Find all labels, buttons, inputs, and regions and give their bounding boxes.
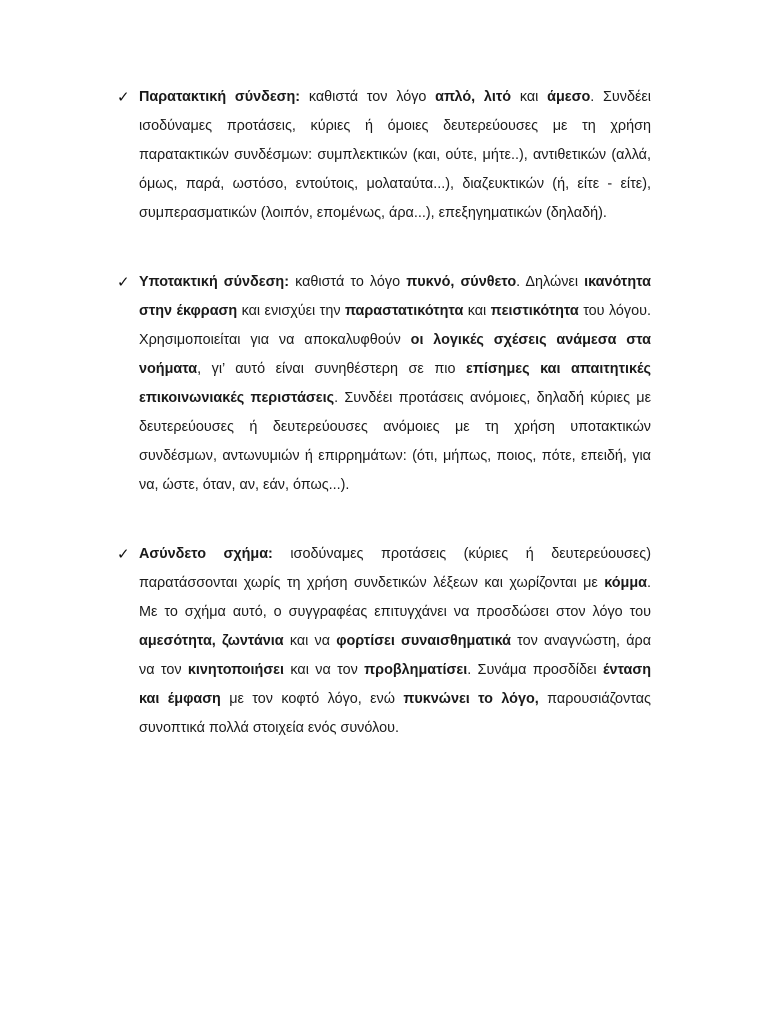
term: ικανότητα στην έκφραση <box>139 274 651 319</box>
term: κόμμα <box>604 575 647 591</box>
text: . Συνδέει ισοδύναμες προτάσεις, κύριες ή όμοιες δευτερεύουσες με τη χρήση παρατακτικών συνδέσμων: συμπλεκτικών (και, ούτε, μήτε..), αντιθετικών (αλλά, όμως, παρά, ωστόσο, εντούτοις, μολαταύτα...), διαζευκτικών (ή, είτε - είτε), συμπερασματικών (λοιπόν, επομένως, άρα...), επεξηγηματικών (δηλαδή). <box>139 89 651 221</box>
text: . Δηλώνει <box>516 274 585 290</box>
term: πειστικότητα <box>490 303 579 319</box>
bullet-hypotactic <box>117 268 651 500</box>
checkmark-icon: ✓ <box>117 273 130 291</box>
text: ισοδύναμες προτάσεις (κύριες ή δευτερεύουσες) παρατάσσονται χωρίς τη χρήση συνδετικών λέξεων και χωρίζονται με <box>139 546 651 591</box>
term: απλό, λιτό <box>435 89 512 105</box>
text: με τον κοφτό λόγο, ενώ <box>220 691 404 707</box>
text: και <box>511 89 548 105</box>
term: Παρατακτική σύνδεση: <box>139 89 301 105</box>
term: αμεσότητα, ζωντάνια <box>139 633 284 649</box>
text: καθιστά τον λόγο <box>300 89 436 105</box>
term: κινητοποιήσει <box>187 662 285 678</box>
text: . Με το σχήμα αυτό, ο συγγραφέας επιτυγχάνει να προσδώσει στον λόγο του <box>139 575 651 620</box>
text: καθιστά το λόγο <box>289 274 407 290</box>
text: τον αναγνώστη, άρα να τον <box>139 633 652 678</box>
text: και <box>463 303 491 319</box>
bullet-asyndeton <box>117 540 652 743</box>
term: πυκνό, σύνθετο <box>406 274 517 290</box>
text: και ενισχύει την <box>237 303 345 319</box>
text: . Συνάμα προσδίδει <box>467 662 603 678</box>
text: παρουσιάζοντας συνοπτικά πολλά στοιχεία ενός συνόλου. <box>139 691 651 736</box>
text: και να <box>283 633 337 649</box>
term: φορτίσει συναισθηματικά <box>336 633 511 649</box>
term: Υποτακτική σύνδεση: <box>139 274 290 290</box>
text: του λόγου. Χρησιμοποιείται για να αποκαλυφθούν <box>139 303 651 348</box>
term: Ασύνδετο σχήμα: <box>139 546 273 562</box>
checkmark-icon: ✓ <box>117 88 130 106</box>
text: , γι’ αυτό είναι συνηθέστερη σε πιο <box>197 361 467 377</box>
term: άμεσο <box>547 89 591 105</box>
term: ένταση και έμφαση <box>139 662 651 707</box>
term: πυκνώνει το λόγο, <box>403 691 539 707</box>
term: οι λογικές σχέσεις ανάμεσα στα νοήματα <box>139 332 651 377</box>
term: παραστατικότητα <box>344 303 464 319</box>
text: και να τον <box>284 662 365 678</box>
checkmark-icon: ✓ <box>117 545 130 563</box>
term: επίσημες και απαιτητικές επικοινωνιακές περιστάσεις <box>139 361 651 406</box>
bullet-paratactic <box>117 83 651 228</box>
term: προβληματίσει <box>364 662 468 678</box>
text: . Συνδέει προτάσεις ανόμοιες, δηλαδή κύριες με δευτερεύουσες ή δευτερεύουσες ανόμοιες με τη χρήση υποτακτικών συνδέσμων, αντωνυμιών ή επιρρημάτων: (ότι, μήπως, ποιος, πότε, επειδή, για να, ώστε, όταν, αν, εάν, όπως...). <box>139 390 651 493</box>
